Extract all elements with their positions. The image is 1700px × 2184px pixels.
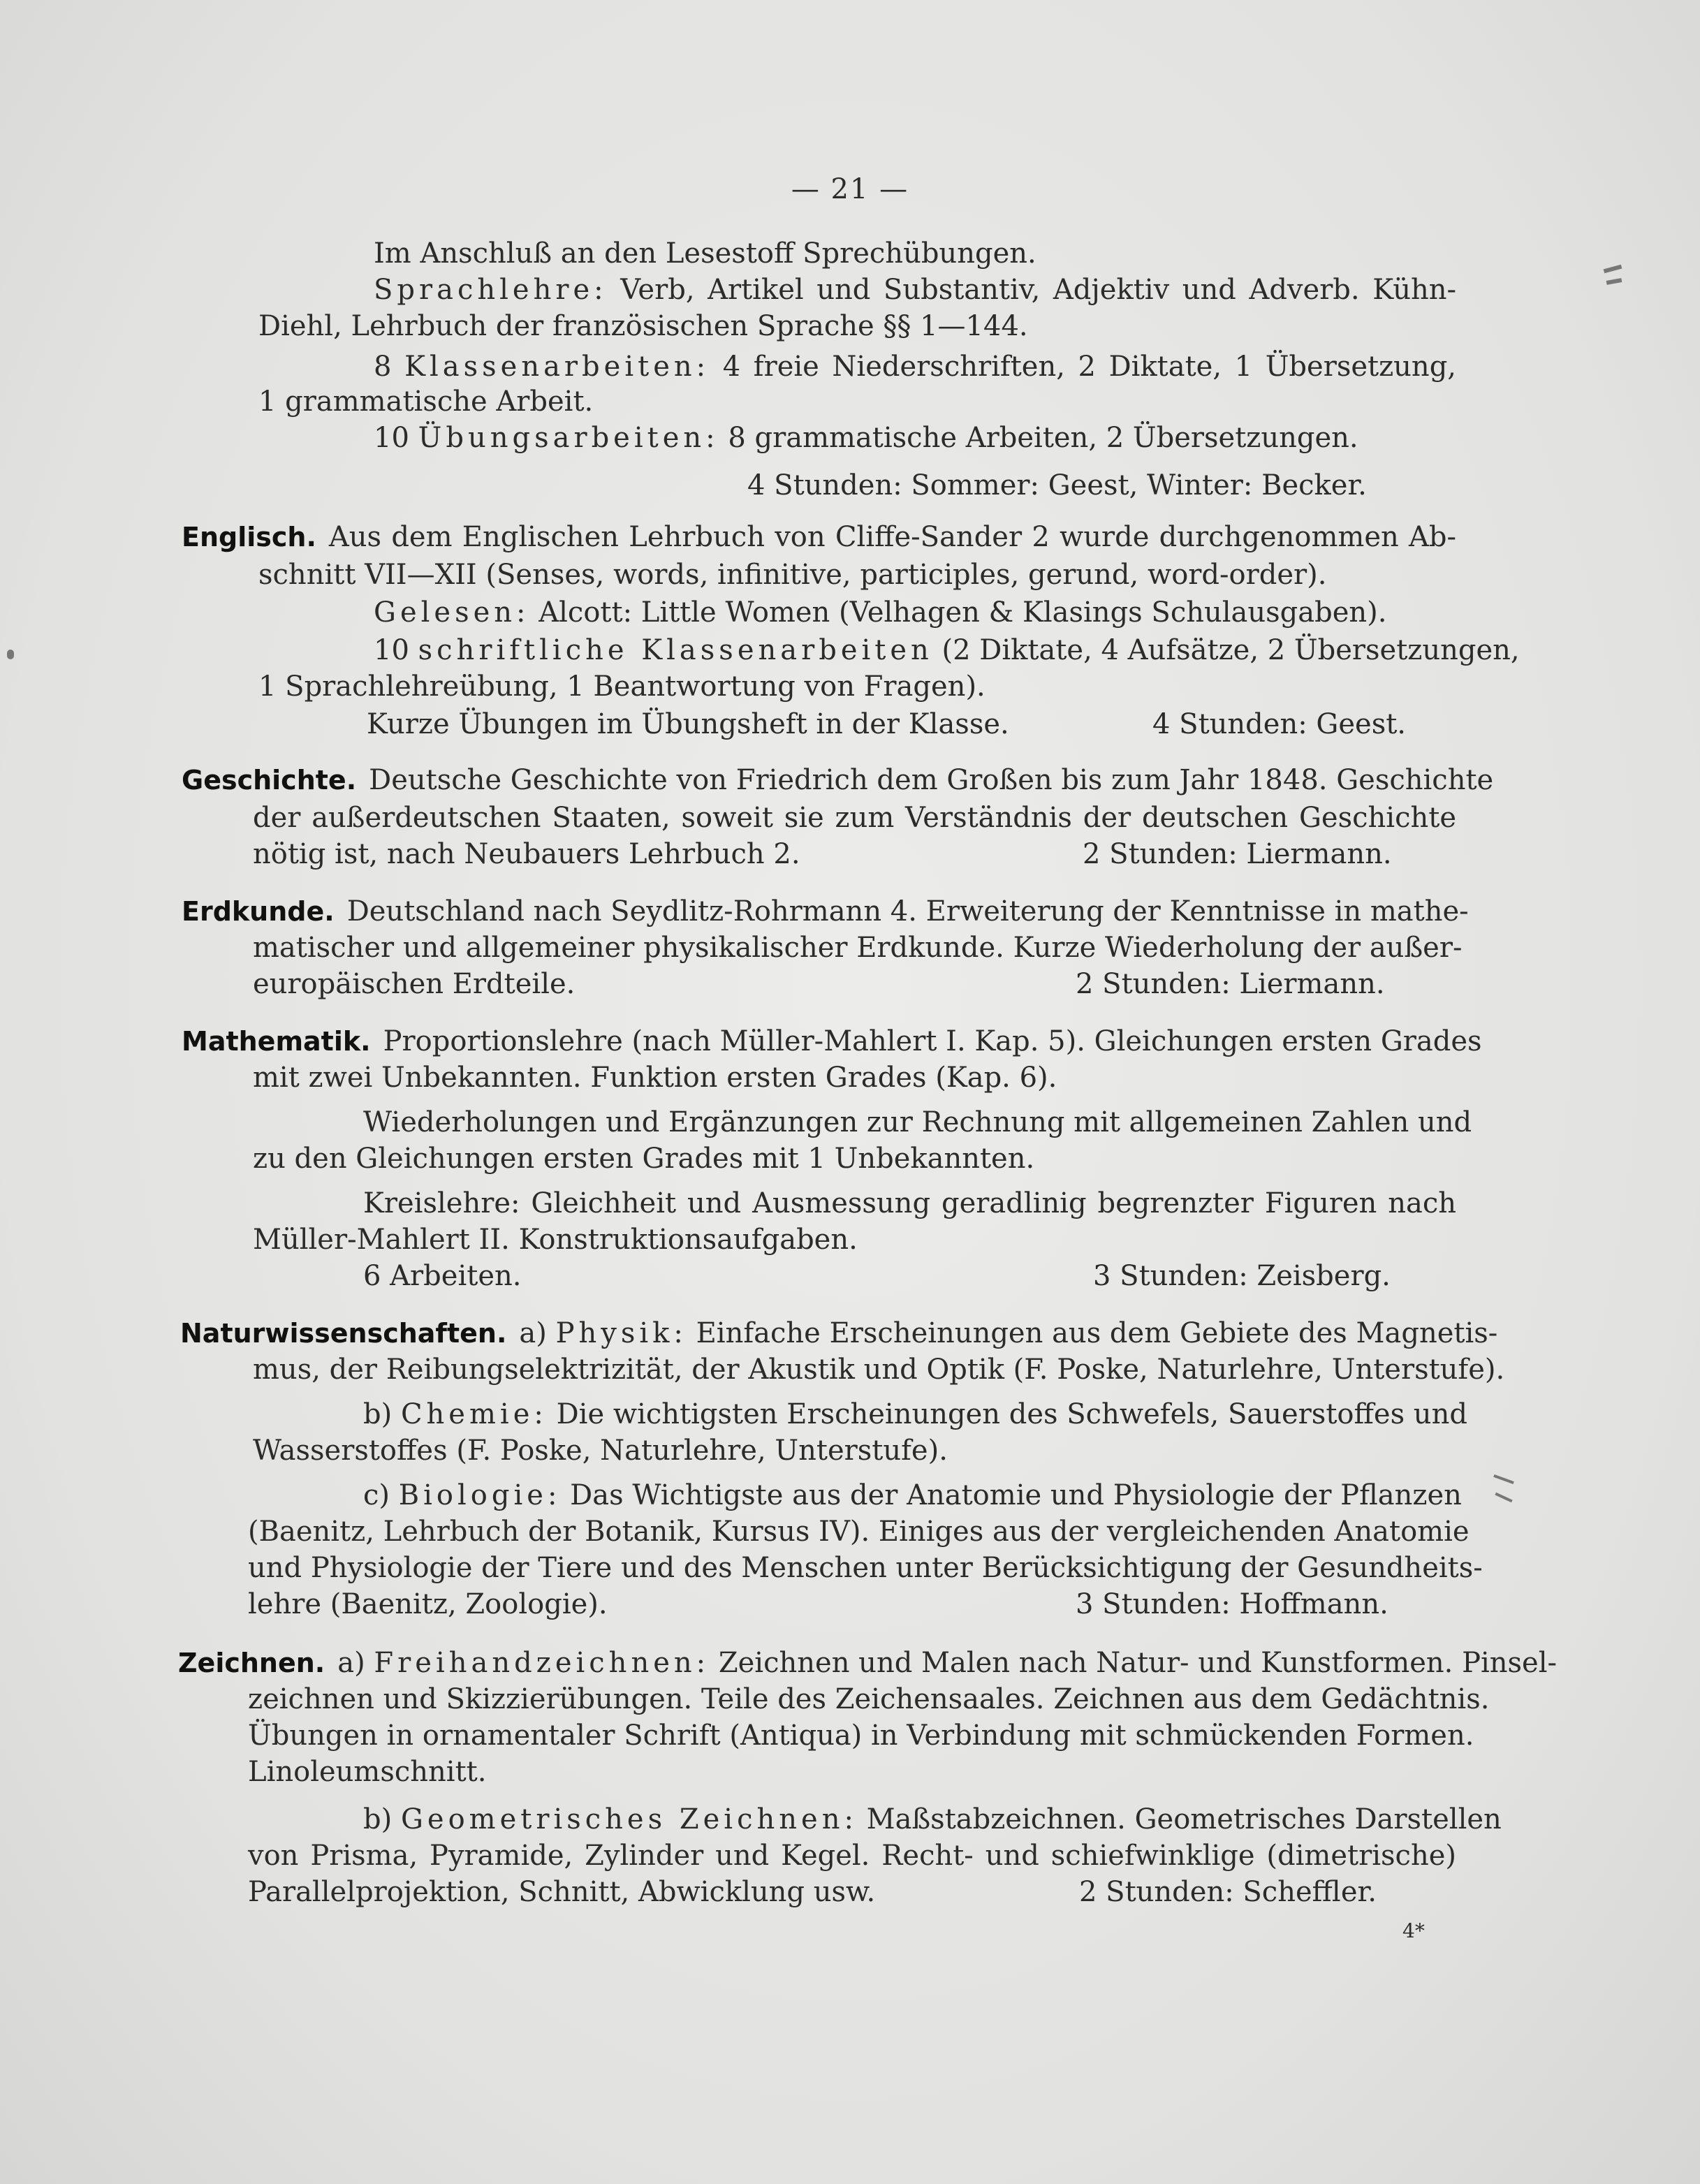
signature-mark: 4* [1402, 1919, 1425, 1942]
erdkunde-hours: 2 Stunden: Liermann. [1076, 968, 1385, 1000]
uebung-text: 8 grammatische Arbeiten, 2 Übersetzungen. [728, 422, 1358, 454]
french-klassen-line-2: 1 grammatische Arbeit. [258, 386, 594, 418]
uebung-label: Übungsarbeiten: [418, 422, 719, 454]
sprachlehre-label: Sprachlehre: [374, 274, 608, 306]
sprachlehre-text-1: Verb, Artikel und Substantiv, Adjektiv und Adverb. Kühn- [620, 274, 1456, 306]
englisch-klassen-num: 10 [374, 634, 409, 666]
mathematik-line-1 [182, 1024, 1482, 1059]
natur-c-line-4: lehre (Baenitz, Zoologie). [248, 1588, 608, 1620]
natur-c-line-2: (Baenitz, Lehrbuch der Botanik, Kursus IV). Einiges aus der vergleichenden Anatomie [248, 1516, 1470, 1548]
scan-mark [1495, 1493, 1512, 1503]
mathematik-line-7: 6 Arbeiten. [363, 1260, 522, 1292]
scan-mark [1606, 278, 1622, 285]
mathematik-text-1: Proportionslehre (nach Müller-Mahlert I. Kap. 5). Gleichungen ersten Grades [383, 1025, 1482, 1057]
mathematik-line-4: zu den Gleichungen ersten Grades mit 1 Unbekannten. [253, 1143, 1035, 1175]
zeichnen-b-line-1 [363, 1802, 1502, 1837]
erdkunde-line-3: europäischen Erdteile. [253, 968, 576, 1000]
zeichnen-line-1 [178, 1646, 1558, 1680]
french-uebung-line [374, 420, 1358, 455]
natur-heading: Naturwissenschaften. [180, 1318, 507, 1349]
freihand-label: Freihandzeichnen: [374, 1647, 710, 1679]
geschichte-line-3: nötig ist, nach Neubauers Lehrbuch 2. [253, 838, 800, 870]
natur-a-line-2: mus, der Reibungselektrizität, der Akustik und Optik (F. Poske, Naturlehre, Unterstufe). [253, 1354, 1505, 1386]
klassen-text-1: 4 freie Niederschriften, 2 Diktate, 1 Übersetzung, [722, 351, 1457, 383]
englisch-line-2: schnitt VII—XII (Senses, words, infinitive, participles, gerund, word-order). [258, 559, 1327, 591]
french-hours: 4 Stunden: Sommer: Geest, Winter: Becker. [747, 469, 1367, 501]
englisch-hours: 4 Stunden: Geest. [1152, 708, 1407, 740]
zeichnen-a-text-1: Zeichnen und Malen nach Natur- und Kunstformen. Pinsel- [718, 1647, 1558, 1679]
gelesen-label: Gelesen: [374, 596, 530, 629]
englisch-klassen-line-2: 1 Sprachlehreübung, 1 Beantwortung von Fragen). [258, 670, 985, 703]
natur-c-prefix: c) [363, 1479, 390, 1511]
erdkunde-heading: Erdkunde. [182, 896, 335, 927]
erdkunde-text-1: Deutschland nach Seydlitz-Rohrmann 4. Erweiterung der Kenntnisse in mathe- [346, 895, 1469, 928]
natur-c-line-3: und Physiologie der Tiere und des Menschen unter Berücksichtigung der Gesundheits- [248, 1552, 1483, 1584]
zeichnen-heading: Zeichnen. [178, 1648, 325, 1678]
zeichnen-hours: 2 Stunden: Scheffler. [1079, 1876, 1377, 1908]
physik-label: Physik: [555, 1317, 687, 1349]
natur-a-prefix: a) [519, 1317, 547, 1349]
zeichnen-b-line-3: Parallelprojektion, Schnitt, Abwicklung usw. [248, 1876, 876, 1908]
scan-mark [1493, 1474, 1514, 1484]
geschichte-hours: 2 Stunden: Liermann. [1083, 838, 1392, 870]
englisch-line-last: Kurze Übungen im Übungsheft in der Klasse. [367, 708, 1009, 740]
geschichte-line-2: der außerdeutschen Staaten, soweit sie zum Verständnis der deutschen Geschichte [253, 802, 1456, 834]
englisch-klassen-line [374, 633, 1520, 668]
geschichte-heading: Geschichte. [182, 765, 357, 796]
natur-line-1 [180, 1316, 1498, 1351]
geometrisch-label: Geometrisches Zeichnen: [400, 1803, 858, 1835]
geschichte-text-1: Deutsche Geschichte von Friedrich dem Großen bis zum Jahr 1848. Geschichte [369, 764, 1494, 796]
mathematik-line-5: Kreislehre: Gleichheit und Ausmessung geradlinig begrenzter Figuren nach [363, 1187, 1456, 1219]
chemie-label: Chemie: [400, 1398, 548, 1430]
zeichnen-a-line-3: Übungen in ornamentaler Schrift (Antiqua) in Verbindung mit schmückenden Formen. [248, 1720, 1474, 1752]
uebung-num: 10 [374, 422, 409, 454]
mathematik-line-3: Wiederholungen und Ergänzungen zur Rechnung mit allgemeinen Zahlen und [363, 1106, 1472, 1138]
zeichnen-b-line-2: von Prisma, Pyramide, Zylinder und Kegel. Recht- und schiefwinklige (dimetrische) [248, 1840, 1456, 1872]
englisch-gelesen-line [374, 595, 1387, 630]
page-number: — 21 — [791, 173, 909, 205]
englisch-text-1: Aus dem Englischen Lehrbuch von Cliffe-Sander 2 wurde durchgenommen Ab- [328, 521, 1456, 553]
englisch-heading: Englisch. [182, 522, 316, 552]
french-line-1: Im Anschluß an den Lesestoff Sprechübungen. [374, 237, 1036, 270]
klassen-label: Klassenarbeiten: [404, 351, 710, 383]
erdkunde-line-1 [182, 894, 1469, 929]
french-sprachlehre-line-2: Diehl, Lehrbuch der französischen Sprache §§ 1—144. [258, 310, 1028, 342]
englisch-klassen-text-1: (2 Diktate, 4 Aufsätze, 2 Übersetzungen, [941, 634, 1520, 666]
scan-mark [1604, 265, 1622, 274]
natur-b-line-1 [363, 1397, 1467, 1432]
mathematik-hours: 3 Stunden: Zeisberg. [1093, 1260, 1391, 1292]
geschichte-line-1 [182, 763, 1494, 798]
mathematik-line-6: Müller-Mahlert II. Konstruktionsaufgaben. [253, 1224, 858, 1256]
gelesen-text: Alcott: Little Women (Velhagen & Klasings Schulausgaben). [538, 596, 1387, 629]
klassen-num: 8 [374, 351, 392, 383]
erdkunde-line-2: matischer und allgemeiner physikalischer Erdkunde. Kurze Wiederholung der außer- [253, 932, 1463, 964]
french-sprachlehre-line [374, 272, 1456, 307]
scan-mark [7, 650, 14, 659]
mathematik-line-2: mit zwei Unbekannten. Funktion ersten Grades (Kap. 6). [253, 1062, 1057, 1094]
natur-b-line-2: Wasserstoffes (F. Poske, Naturlehre, Unterstufe). [253, 1435, 948, 1467]
mathematik-heading: Mathematik. [182, 1026, 371, 1057]
natur-hours: 3 Stunden: Hoffmann. [1076, 1588, 1388, 1620]
zeichnen-b-text-1: Maßstabzeichnen. Geometrisches Darstellen [866, 1803, 1502, 1835]
zeichnen-a-line-2: zeichnen und Skizzierübungen. Teile des Zeichensaales. Zeichnen aus dem Gedächtnis. [248, 1683, 1490, 1715]
natur-b-text-1: Die wichtigsten Erscheinungen des Schwefels, Sauerstoffes und [556, 1398, 1467, 1430]
natur-c-line-1 [363, 1478, 1462, 1513]
englisch-line-1 [182, 520, 1456, 555]
zeichnen-a-line-4: Linoleumschnitt. [248, 1756, 487, 1788]
french-klassen-line [374, 349, 1456, 384]
zeichnen-b-prefix: b) [363, 1803, 393, 1835]
biologie-label: Biologie: [398, 1479, 562, 1511]
englisch-klassen-label: schriftliche Klassenarbeiten [418, 634, 933, 666]
natur-b-prefix: b) [363, 1398, 393, 1430]
natur-c-text-1: Das Wichtigste aus der Anatomie und Physiologie der Pflanzen [570, 1479, 1462, 1511]
natur-a-text-1: Einfache Erscheinungen aus dem Gebiete des Magnetis- [696, 1317, 1498, 1349]
zeichnen-a-prefix: a) [337, 1647, 365, 1679]
